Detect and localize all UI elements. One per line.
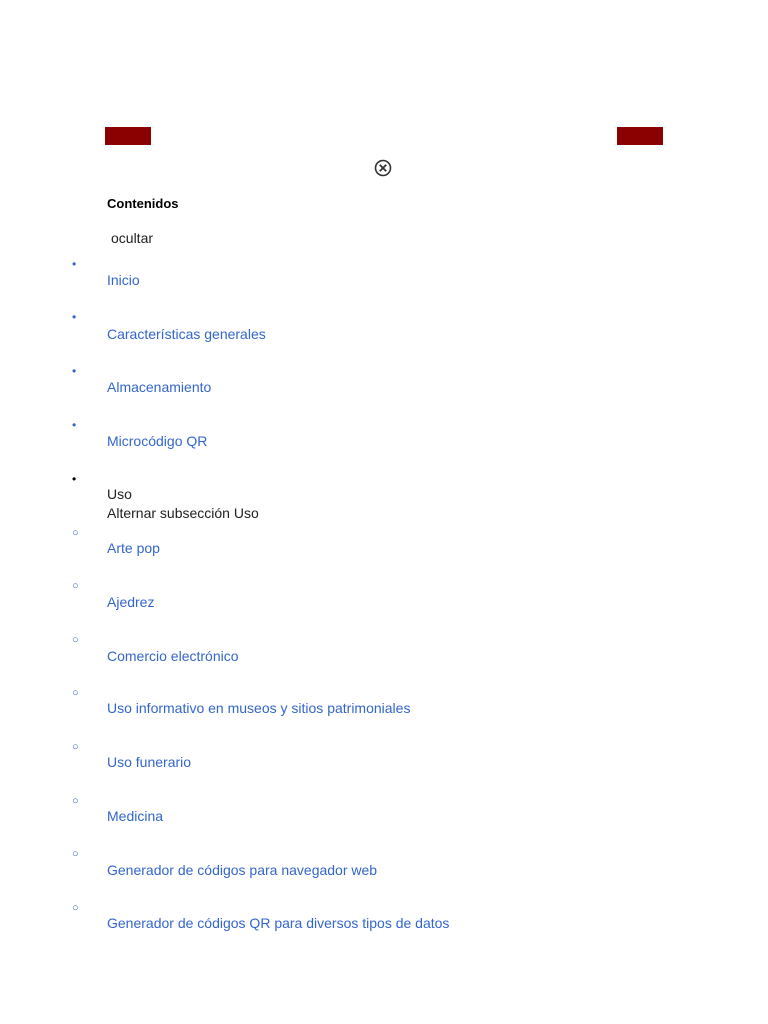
- circle-bullet-icon: ○: [72, 580, 79, 592]
- toc-title: Contenidos: [107, 196, 179, 211]
- toc-item-uso-funerario[interactable]: Uso funerario: [107, 754, 192, 770]
- circled-x-icon: [374, 159, 392, 177]
- circle-bullet-icon: ○: [72, 527, 79, 539]
- toc-item-generador-navegador-web[interactable]: Generador de códigos para navegador web: [107, 862, 378, 878]
- toc-item-microcodigo-qr[interactable]: Microcódigo QR: [107, 433, 208, 449]
- toc-item-comercio-electronico[interactable]: Comercio electrónico: [107, 648, 239, 664]
- close-button[interactable]: [374, 159, 392, 177]
- right-accent-bar: [617, 127, 663, 145]
- toc-item-arte-pop[interactable]: Arte pop: [107, 540, 160, 556]
- toc-item-almacenamiento[interactable]: Almacenamiento: [107, 379, 212, 395]
- toc-item-inicio[interactable]: Inicio: [107, 272, 140, 288]
- toc-hide-toggle[interactable]: ocultar: [111, 230, 154, 246]
- bullet-icon: •: [72, 257, 77, 271]
- circle-bullet-icon: ○: [72, 848, 79, 860]
- toc-subsection-toggle[interactable]: Alternar subsección Uso: [107, 505, 259, 521]
- toc-item-uso[interactable]: Uso: [107, 486, 132, 502]
- circle-bullet-icon: ○: [72, 902, 79, 914]
- circle-bullet-icon: ○: [72, 795, 79, 807]
- bullet-icon: •: [72, 418, 77, 432]
- bullet-icon: •: [72, 310, 77, 324]
- toc-item-ajedrez[interactable]: Ajedrez: [107, 594, 155, 610]
- toc-item-caracteristicas-generales[interactable]: Características generales: [107, 326, 266, 342]
- left-accent-bar: [105, 127, 151, 145]
- circle-bullet-icon: ○: [72, 687, 79, 699]
- circle-bullet-icon: ○: [72, 741, 79, 753]
- bullet-icon: •: [72, 472, 77, 486]
- toc-item-generador-qr-datos[interactable]: Generador de códigos QR para diversos tipos de datos: [107, 915, 450, 931]
- circle-bullet-icon: ○: [72, 634, 79, 646]
- toc-item-medicina[interactable]: Medicina: [107, 808, 164, 824]
- bullet-icon: •: [72, 364, 77, 378]
- toc-item-uso-informativo[interactable]: Uso informativo en museos y sitios patrimoniales: [107, 700, 411, 716]
